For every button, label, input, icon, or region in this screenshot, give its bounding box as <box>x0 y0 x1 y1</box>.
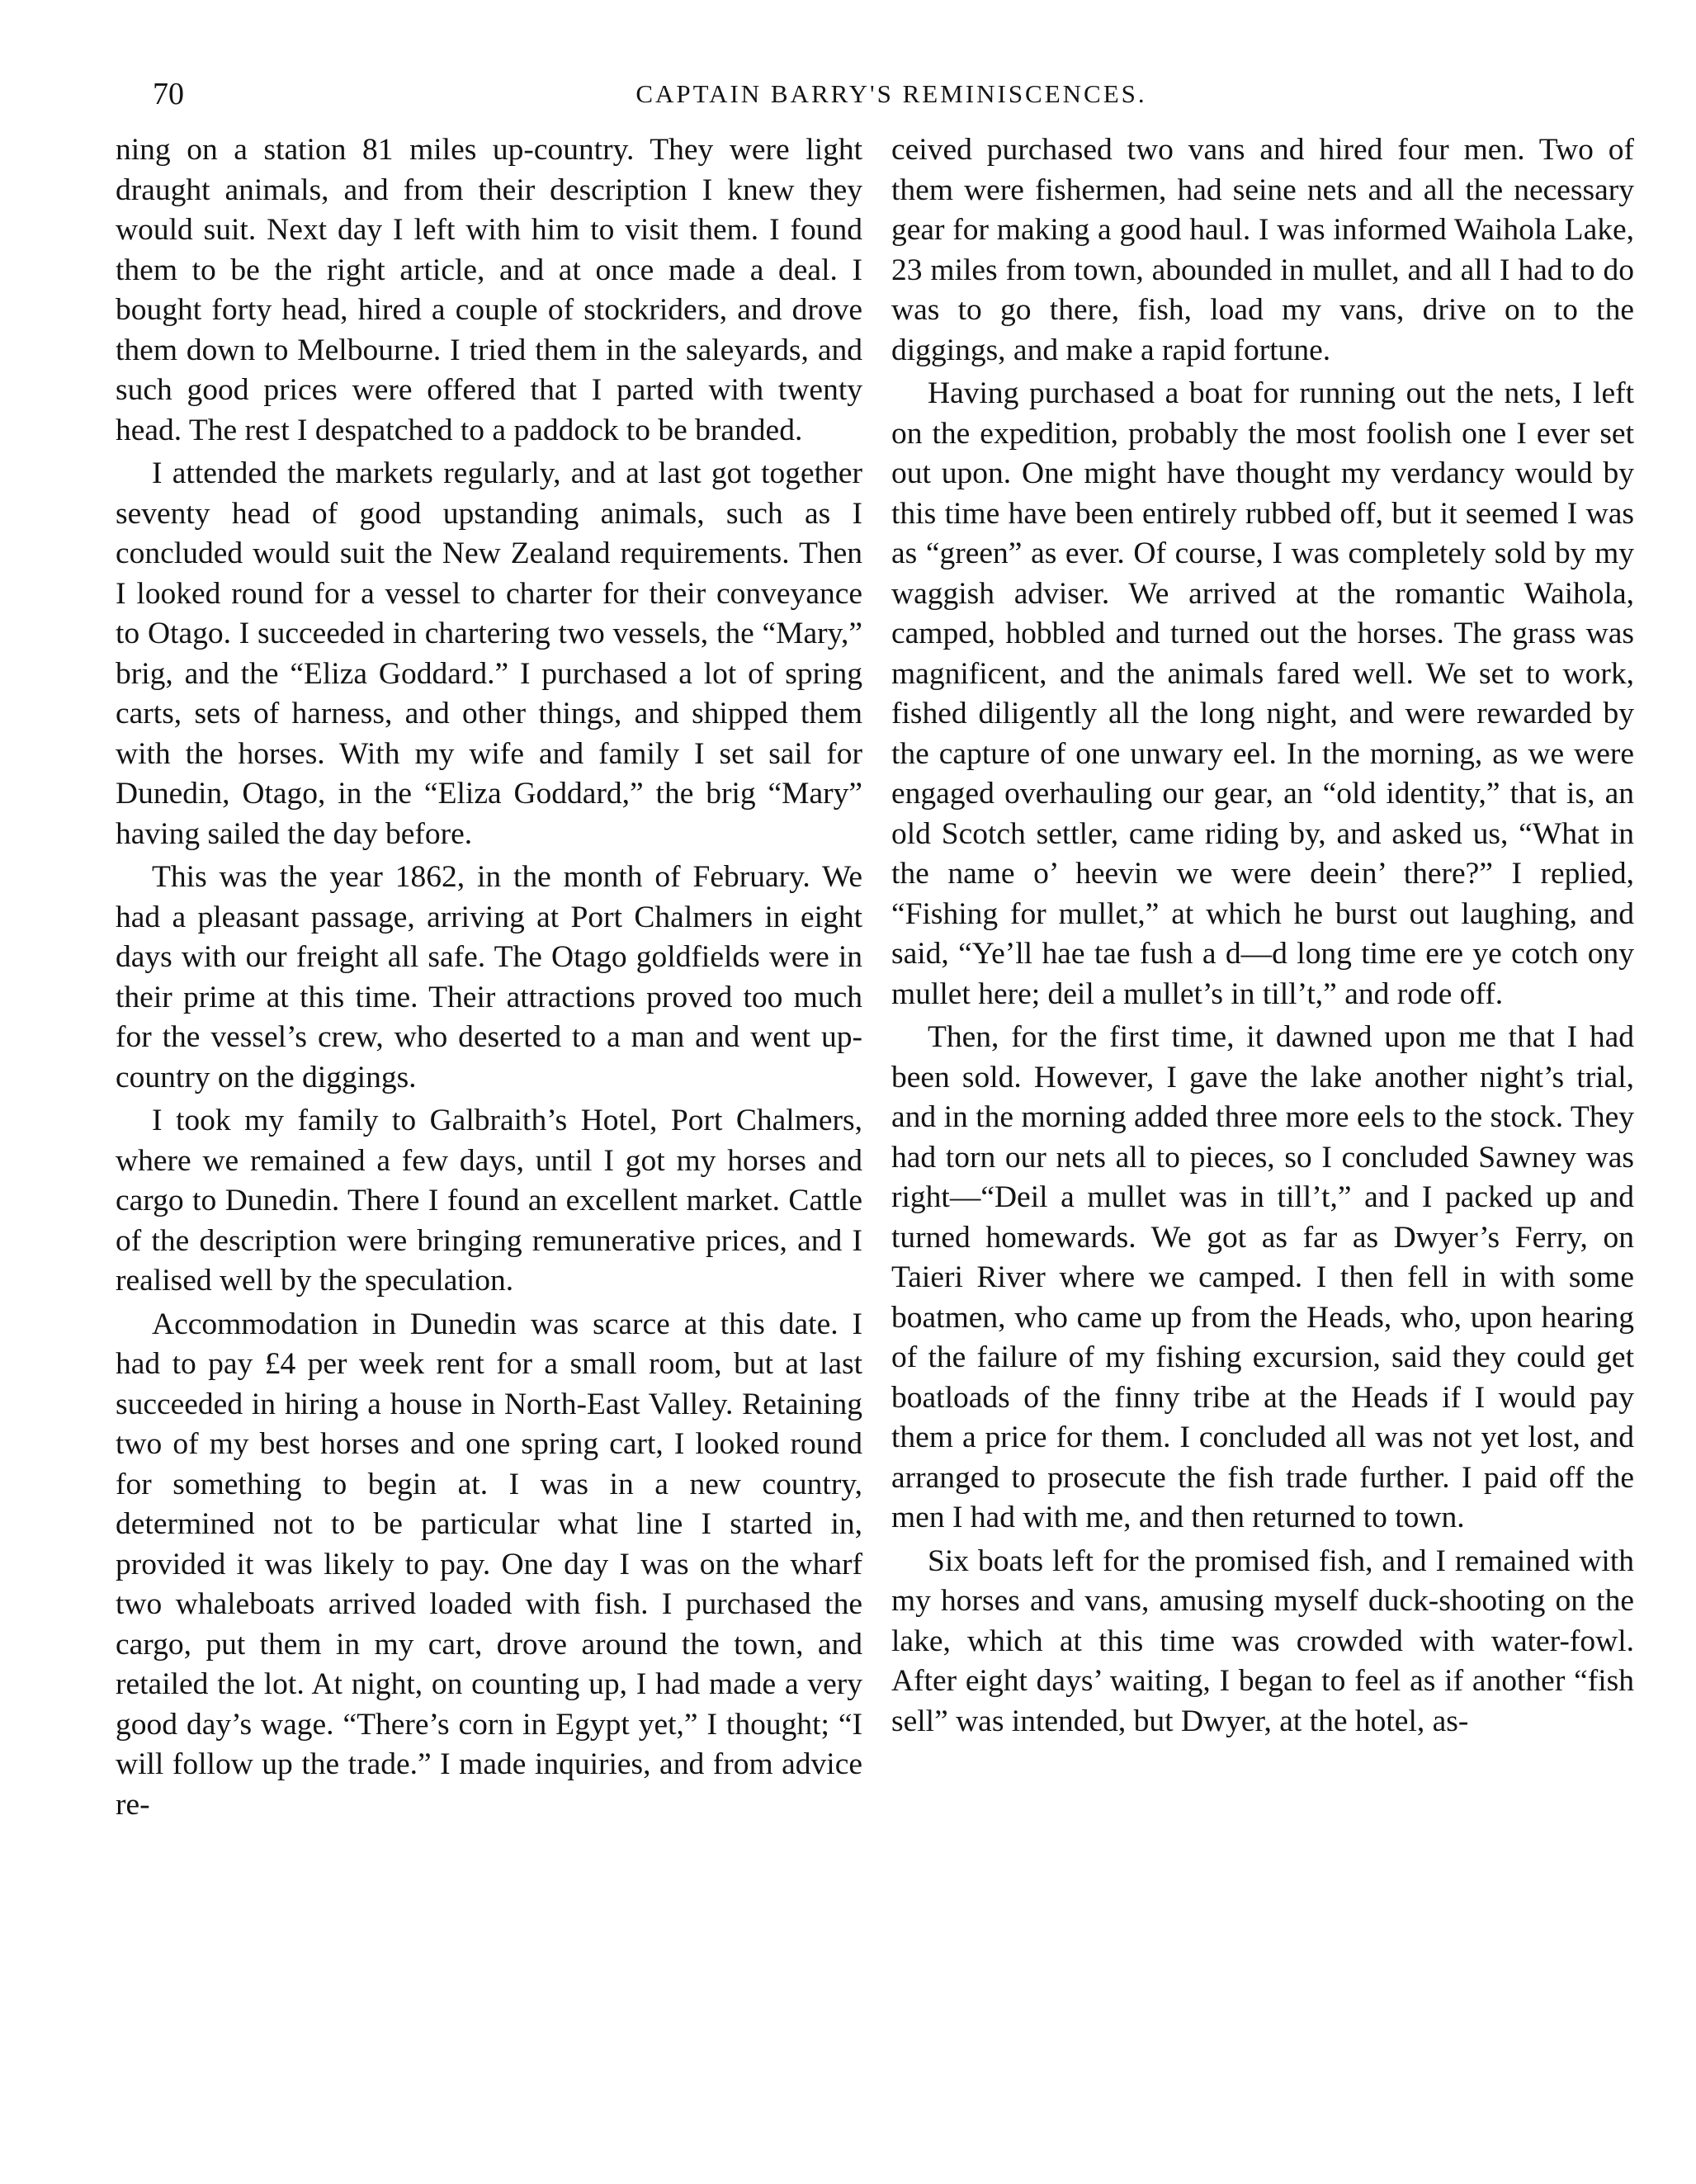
left-column <box>116 130 862 1825</box>
running-title: CAPTAIN BARRY'S REMINISCENCES. <box>635 79 1147 108</box>
paragraph: This was the year 1862, in the month of February. We had a pleasant passage, arriving at Port Chalmers in eight days with our freight all safe. The Otago goldfields were in their prime at this time. Their attractions proved too much for the vessel’s crew, who deserted to a man and went up-country on the diggings. <box>116 860 862 1094</box>
page-header <box>153 76 1630 117</box>
paragraph: ning on a station 81 miles up-country. They were light draught animals, and from their description I knew they would suit. Next day I left with him to visit them. I found them to be the right article, and at once made a deal. I bought forty head, hired a couple of stockriders, and drove them down to Melbourne. I tried them in the saleyards, and such good prices were offered that I parted with twenty head. The rest I despatched to a paddock to be branded. <box>116 133 862 447</box>
paragraph: Six boats left for the promised fish, and I remained with my horses and vans, amusing myself duck-shooting on the lake, which at this time was crowded with water-fowl. After eight days’ waiting, I began to feel as if another “fish sell” was intended, but Dwyer, at the hotel, as- <box>891 1543 1634 1738</box>
right-column <box>891 130 1634 1742</box>
paragraph: ceived purchased two vans and hired four men. Two of them were fishermen, had seine nets and all the necessary gear for making a good haul. I was informed Waihola Lake, 23 miles from town, abounded in mullet, and all I had to do was to go there, fish, load my vans, drive on to the diggings, and make a rapid fortune. <box>891 133 1634 367</box>
paragraph: I attended the markets regularly, and at last got together seventy head of good upstanding animals, such as I concluded would suit the New Zealand requirements. Then I looked round for a vessel to charter for their conveyance to Otago. I succeeded in chartering two vessels, the “Mary,” brig, and the “Eliza Goddard.” I purchased a lot of spring carts, sets of harness, and other things, and shipped them with the horses. With my wife and family I set sail for Dunedin, Otago, in the “Eliza Goddard,” the brig “Mary” having sailed the day before. <box>116 456 862 851</box>
paragraph: Having purchased a boat for running out the nets, I left on the expedition, probably the most foolish one I ever set out upon. One might have thought my verdancy would by this time have been entirely rubbed off, but it seemed I was as “green” as ever. Of course, I was completely sold by my waggish adviser. We arrived at the romantic Waihola, camped, hobbled and turned out the horses. The grass was magnificent, and the animals fared well. We set to work, fished diligently all the long night, and were rewarded by the capture of one unwary eel. In the morning, as we were engaged overhauling our gear, an “old identity,” that is, an old Scotch settler, came riding by, and asked us, “What in the name o’ heevin we were deein’ there?” I replied, “Fishing for mullet,” at which he burst out laughing, and said, “Ye’ll hae tae fush a d—d long time ere ye cotch ony mullet here; deil a mullet’s in till’t,” and rode off. <box>891 376 1634 1011</box>
paragraph: Then, for the first time, it dawned upon me that I had been sold. However, I gave the lake another night’s trial, and in the morning added three more eels to the stock. They had torn our nets all to pieces, so I concluded Sawney was right—“Deil a mullet was in till’t,” and I packed up and turned homewards. We got as far as Dwyer’s Ferry, on Taieri River where we camped. I then fell in with some boatmen, who came up from the Heads, who, upon hearing of the failure of my fishing excursion, said they could get boatloads of the finny tribe at the Heads if I would pay them a price for them. I concluded all was not yet lost, and arranged to prosecute the fish trade further. I paid off the men I had with me, and then returned to town. <box>891 1020 1634 1534</box>
page-number: 70 <box>153 77 184 111</box>
paragraph: I took my family to Galbraith’s Hotel, Port Chalmers, where we remained a few days, until I got my horses and cargo to Dunedin. There I found an excellent market. Cattle of the description were bringing remunerative prices, and I realised well by the speculation. <box>116 1104 862 1298</box>
paragraph: Accommodation in Dunedin was scarce at this date. I had to pay £4 per week rent for a small room, but at last succeeded in hiring a house in North-East Valley. Retaining two of my best horses and one spring cart, I looked round for something to begin at. I was in a new country, determined not to be particular what line I started in, provided it was likely to pay. One day I was on the wharf two whaleboats arrived loaded with fish. I purchased the cargo, put them in my cart, drove around the town, and retailed the lot. At night, on counting up, I had made a very good day’s wage. “There’s corn in Egypt yet,” I thought; “I will follow up the trade.” I made inquiries, and from advice re- <box>116 1307 862 1822</box>
